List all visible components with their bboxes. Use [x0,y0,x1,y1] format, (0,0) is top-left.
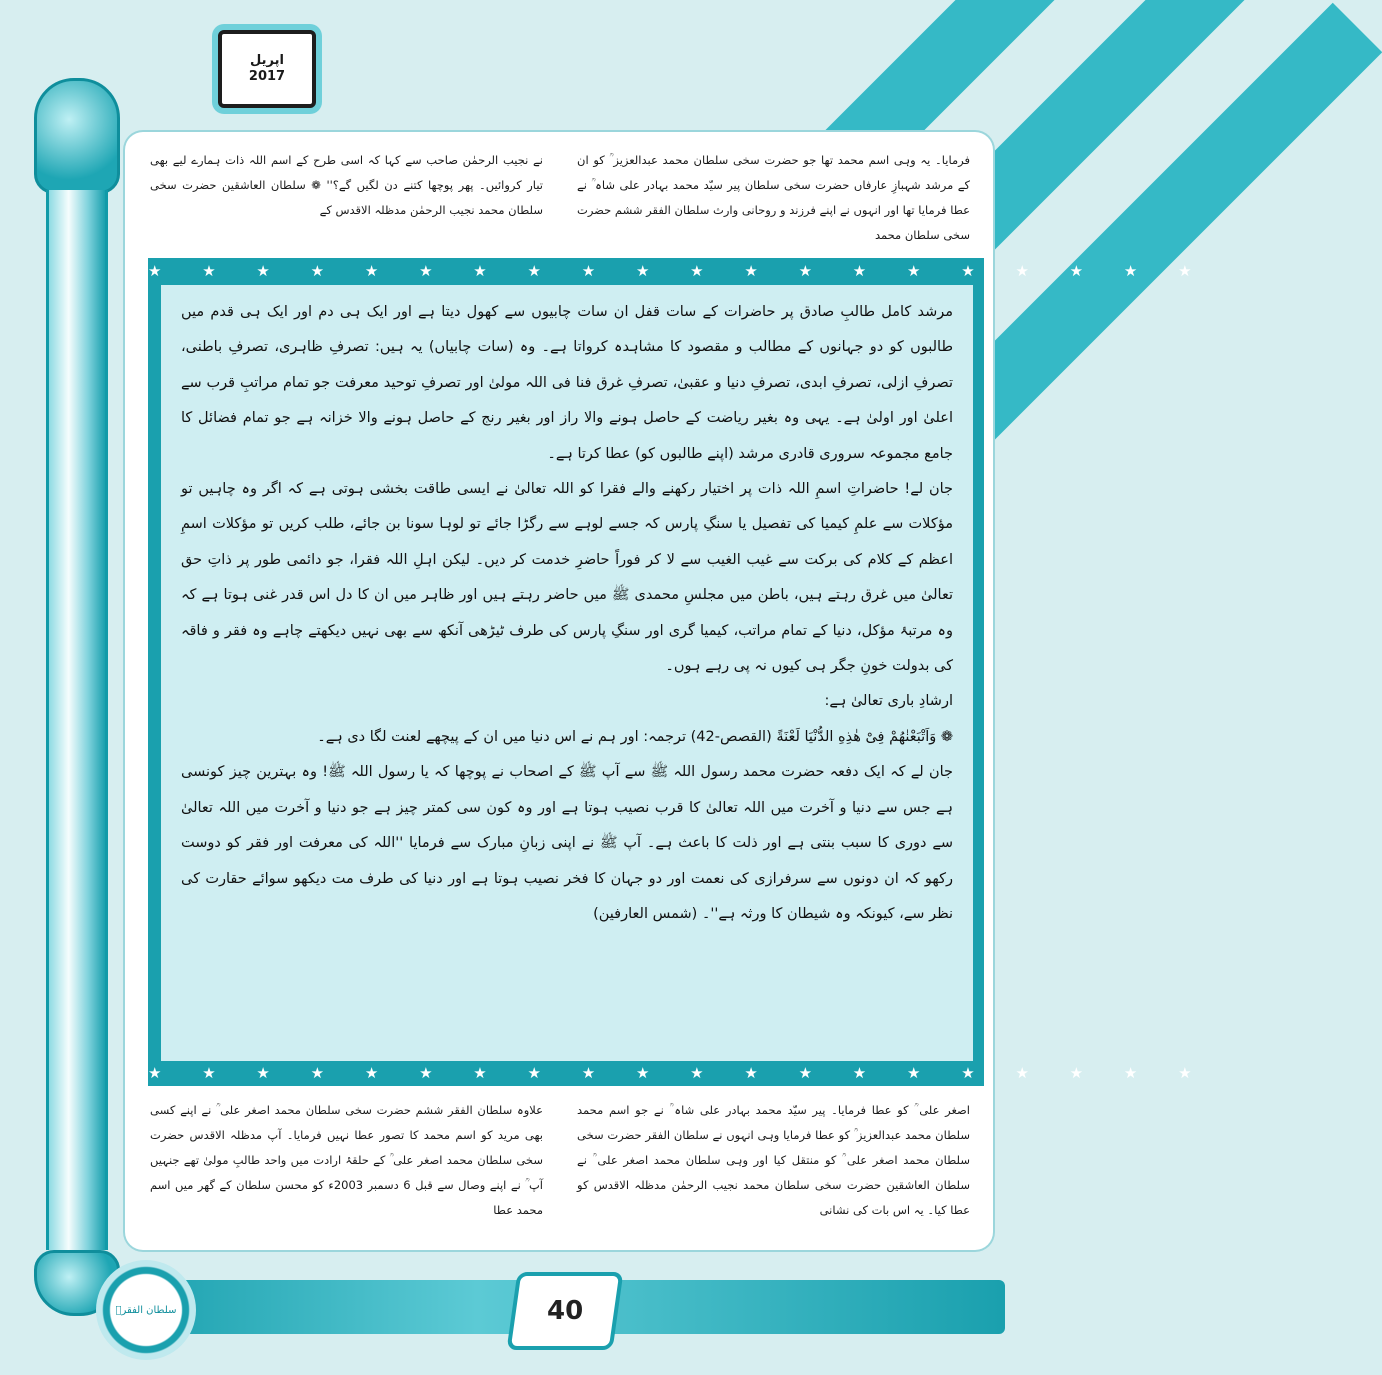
bottom-columns [150,1098,970,1223]
star-border-top: ★ ★ ★ ★ ★ ★ ★ ★ ★ ★ ★ ★ ★ ★ ★ ★ ★ ★ ★ ★ [148,262,1210,280]
top-column-right: نے نجیب الرحمٰن صاحب سے کہا کہ اسی طرح کے اسم اللہ ذات ہمارے لیے بھی تیار کروائیں۔ پھر پوچھا کتنے دن لگیں گے؟'' ❁ سلطان العاشقین حضرت سخی سلطان محمد نجیب الرحمٰن مدظلہ الاقدس کے [150,153,543,217]
magazine-logo [96,1260,196,1360]
issue-date-badge [218,30,316,108]
page-number-badge [507,1272,624,1350]
bottom-column-right: علاوہ سلطان الفقر ششم حضرت سخی سلطان محمد اصغر علی ؒ نے اپنے کسی بھی مرید کو اسم محمد کا تصور عطا نہیں فرمایا۔ آپ مدظلہ الاقدس حضرت سخی سلطان محمد اصغر علی ؒ کے حلقۂ ارادت میں واحد طالبِ مولیٰ تھے جنہیں آپ ؒ نے اپنے وصال سے قبل 6 دسمبر 2003ء کو محسن سلطان کے گھر میں اسم محمد عطا [150,1103,543,1217]
top-columns [150,148,970,248]
page-number: 40 [546,1296,584,1326]
paragraph: مرشد کامل طالبِ صادق پر حاضرات کے سات قفل ان سات چابیوں سے کھول دیتا ہے اور ایک ہی دم اور ایک ہی قدم میں طالبوں کو دو جہانوں کے مطالب و مقصود کا مشاہدہ کرواتا ہے۔ وہ (سات چابیاں) یہ ہیں: تصرفِ ظاہری، تصرفِ باطنی، تصرفِ ازلی، تصرفِ ابدی، تصرفِ دنیا و عقبیٰ، تصرفِ غرق فنا فی اللہ مولیٰ اور تصرفِ توحید معرفت جو تمام مراتبِ قرب سے اعلیٰ اور اولیٰ ہے۔ یہی وہ بغیر ریاضت کے حاصل ہونے والا راز اور بغیر رنج کے حاصل ہونے والا خزانہ ہے جو تمام فضائل کا جامع مجموعہ سروری قادری مرشد (اپنے طالبوں کو) عطا کرتا ہے۔ [181,304,953,462]
logo-text: سلطان الفقرؒ [115,1304,177,1316]
paragraph: جان لے کہ ایک دفعہ حضرت محمد رسول اللہ ﷺ سے آپ ﷺ کے اصحاب نے پوچھا کہ یا رسول اللہ ﷺ! وہ بہترین چیز کونسی ہے جس سے دنیا و آخرت میں اللہ تعالیٰ کا قرب نصیب ہوتا ہے اور وہ کون سی کمتر چیز ہے جو دنیا و آخرت میں اللہ تعالیٰ سے دوری کا سبب بنتی ہے اور ذلت کا باعث ہے۔ آپ ﷺ نے اپنی زبانِ مبارک سے فرمایا ''اللہ کی معرفت اور فقر کو دوست رکھو کہ ان دونوں سے سرفرازی کی نعمت اور دو جہان کا فخر نصیب ہوتا ہے اور دنیا کی طرف مت دیکھو سوائے حقارت کی نظر سے، کیونکہ وہ شیطان کا ورثہ ہے''۔ (شمس العارفین) [181,764,953,922]
highlight-text [181,295,953,932]
paragraph: ارشادِ باری تعالیٰ ہے: [824,693,953,710]
paragraph: جان لے! حاضراتِ اسمِ اللہ ذات پر اختیار رکھنے والے فقرا کو اللہ تعالیٰ نے ایسی طاقت بخشی ہوتی ہے کہ اگر وہ چاہیں تو مؤکلات سے علمِ کیمیا کی تفصیل یا سنگِ پارس کہ جسے لوہے سے رگڑا جائے تو لوہا سونا بن جائے، طلب کریں تو مؤکلات اسمِ اعظم کے کلام کی برکت سے غیب الغیب سے لا کر فوراً حاضرِ خدمت کر دیں۔ لیکن اہلِ اللہ فقرا، جو دائمی طور پر ذاتِ حق تعالیٰ میں غرق رہتے ہیں، باطن میں مجلسِ محمدی ﷺ میں حاضر رہتے ہیں اور ظاہر میں ان کا دل اس قدر غنی ہوتا ہے کہ وہ مرتبۂ مؤکل، دنیا کے تمام مراتب، کیمیا گری اور سنگِ پارس کی طرف ٹیڑھی آنکھ سے بھی نہیں دیکھتے چاہے وہ فقر و فاقہ کی بدولت خونِ جگر ہی کیوں نہ پی رہے ہوں۔ [181,481,953,675]
issue-month: اپریل [250,53,284,68]
top-column-left: فرمایا۔ یہ وہی اسم محمد تھا جو حضرت سخی سلطان محمد عبدالعزیز ؒ کو ان کے مرشد شہبازِ عارفاں حضرت سخی سلطان پیر سیّد محمد بہادر علی شاہ ؒ نے عطا فرمایا تھا اور انہوں نے اپنے فرزند و روحانی وارث سلطان الفقر ششم حضرت سخی سلطان محمد [577,153,970,242]
highlight-box-frame [148,258,1210,1086]
quran-verse: ❁ وَاَتْبَعْنٰهُمْ فِیْ هٰذِهِ الدُّنْیَا لَعْنَةً (القصص-42) ترجمہ: اور ہم نے اس دنیا میں ان کے پیچھے لعنت لگا دی ہے۔ [317,728,953,745]
star-border-bottom: ★ ★ ★ ★ ★ ★ ★ ★ ★ ★ ★ ★ ★ ★ ★ ★ ★ ★ ★ ★ [148,1064,1210,1082]
issue-year: 2017 [248,69,286,84]
bottom-column-left: اصغر علی ؒ کو عطا فرمایا۔ پیر سیّد محمد بہادر علی شاہ ؒ نے جو اسم محمد سلطان محمد عبدالعزیز ؒ کو عطا فرمایا وہی انہوں نے سلطان الفقر حضرت سخی سلطان محمد اصغر علی ؒ کو منتقل کیا اور وہی سلطان محمد اصغر علی ؒ نے سلطان العاشقین حضرت سخی سلطان محمد نجیب الرحمٰن مدظلہ الاقدس کو عطا کیا۔ یہ اس بات کی نشانی [577,1103,970,1217]
highlight-box [160,284,974,1062]
pillar-shaft [46,190,108,1250]
pillar-lamp-top [34,78,120,194]
